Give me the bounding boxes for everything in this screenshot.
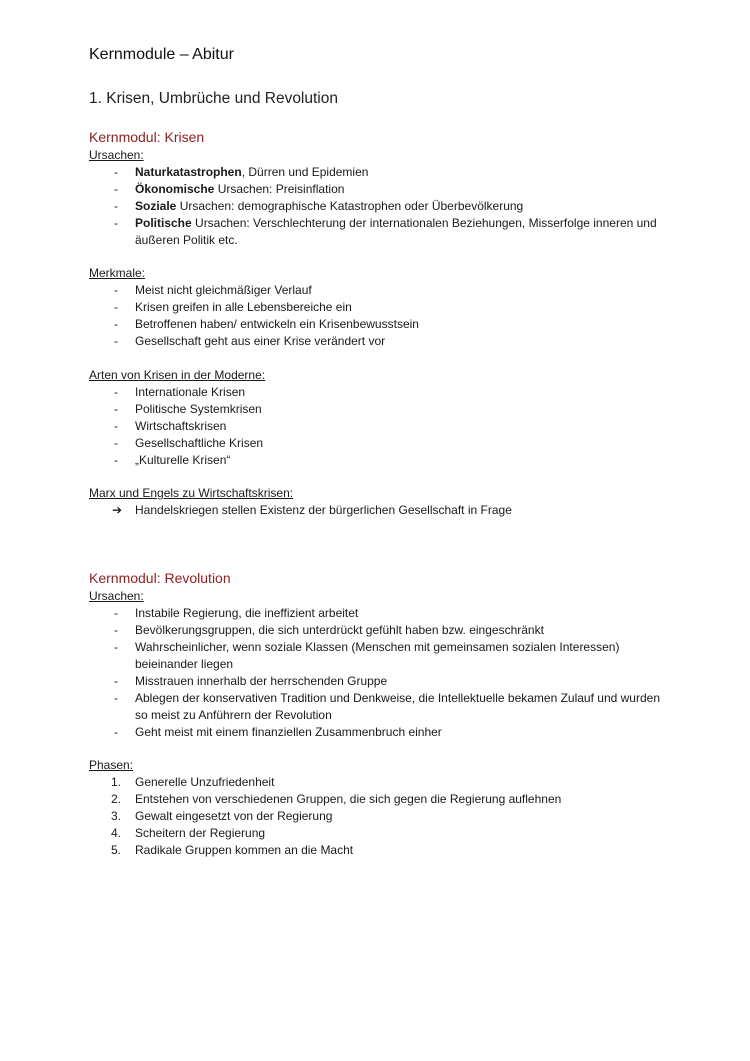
module-heading-krisen: Kernmodul: Krisen bbox=[89, 129, 205, 145]
list-item: - Gesellschaft geht aus einer Krise verändert vor bbox=[114, 334, 386, 348]
dash-bullet: - bbox=[114, 436, 118, 450]
dash-bullet: - bbox=[114, 165, 118, 179]
list-item: - Naturkatastrophen, Dürren und Epidemien bbox=[114, 165, 369, 179]
dash-bullet: - bbox=[114, 606, 118, 620]
document-title: Kernmodule – Abitur bbox=[89, 46, 234, 63]
dash-bullet: - bbox=[114, 623, 118, 637]
dash-bullet: - bbox=[114, 283, 118, 297]
list-item: - Bevölkerungsgruppen, die sich unterdrückt gefühlt haben bzw. eingeschränkt bbox=[114, 623, 544, 637]
list-item: - Krisen greifen in alle Lebensbereiche ein bbox=[114, 300, 352, 314]
dash-bullet: - bbox=[114, 182, 118, 196]
list-item: 2. Entstehen von verschiedenen Gruppen, die sich gegen die Regierung auflehnen bbox=[111, 792, 562, 806]
krisen-ursachen-list bbox=[89, 164, 669, 249]
list-item: - „Kulturelle Krisen“ bbox=[114, 453, 231, 467]
list-item: 5. Radikale Gruppen kommen an die Macht bbox=[111, 843, 354, 857]
dash-bullet: - bbox=[114, 300, 118, 314]
dash-bullet: - bbox=[114, 317, 118, 331]
list-item: - Soziale Ursachen: demographische Katastrophen oder Überbevölkerung bbox=[114, 199, 524, 213]
krisen-merkmale-list bbox=[89, 282, 669, 350]
subheading-arten: Arten von Krisen in der Moderne: bbox=[89, 368, 266, 382]
module-heading-revolution: Kernmodul: Revolution bbox=[89, 570, 231, 586]
subheading-revolution-ursachen: Ursachen: bbox=[89, 589, 144, 603]
list-item: - Ablegen der konservativen Tradition und Denkweise, die Intellektuelle bekamen Zulauf und wurden so meist zu Anführern der Revolution bbox=[114, 691, 660, 722]
list-item: - Betroffenen haben/ entwickeln ein Krisenbewusstsein bbox=[114, 317, 419, 331]
list-item: - Internationale Krisen bbox=[114, 385, 246, 399]
list-item: - Wirtschaftskrisen bbox=[114, 419, 227, 433]
subheading-marx-engels: Marx und Engels zu Wirtschaftskrisen: bbox=[89, 486, 294, 500]
krisen-arten-list bbox=[89, 384, 669, 469]
subheading-krisen-ursachen: Ursachen: bbox=[89, 148, 144, 162]
list-item: 3. Gewalt eingesetzt von der Regierung bbox=[111, 809, 333, 823]
dash-bullet: - bbox=[114, 453, 118, 467]
arrow-right-icon: ➔ bbox=[112, 503, 123, 517]
subheading-merkmale: Merkmale: bbox=[89, 266, 146, 280]
dash-bullet: - bbox=[114, 199, 118, 213]
list-item: - Wahrscheinlicher, wenn soziale Klassen (Menschen mit gemeinsamen sozialen Interessen) beieinander liegen bbox=[114, 640, 620, 671]
dash-bullet: - bbox=[114, 725, 118, 739]
revolution-ursachen-list bbox=[89, 605, 669, 741]
dash-bullet: - bbox=[114, 385, 118, 399]
list-item: - Instabile Regierung, die ineffizient arbeitet bbox=[114, 606, 359, 620]
list-item: - Gesellschaftliche Krisen bbox=[114, 436, 264, 450]
dash-bullet: - bbox=[114, 402, 118, 416]
list-item: 1. Generelle Unzufriedenheit bbox=[111, 775, 275, 789]
subheading-phasen: Phasen: bbox=[89, 758, 134, 772]
dash-bullet: - bbox=[114, 419, 118, 433]
dash-bullet: - bbox=[114, 216, 118, 230]
dash-bullet: - bbox=[114, 691, 118, 705]
chapter-heading: 1. Krisen, Umbrüche und Revolution bbox=[89, 90, 338, 107]
list-item: 4. Scheitern der Regierung bbox=[111, 826, 266, 840]
dash-bullet: - bbox=[114, 334, 118, 348]
dash-bullet: - bbox=[114, 640, 118, 654]
list-item: - Politische Systemkrisen bbox=[114, 402, 262, 416]
dash-bullet: - bbox=[114, 674, 118, 688]
document-page: Kernmodule – Abitur 1. Krisen, Umbrüche und Revolution Kernmodul: Krisen Ursachen: - Naturkatastrophen, Dürren und Epidemien - Ökonomische Ursachen: Preisinflation - Soziale Ursachen: demographische Katastrophen oder Überbevölkerung - Politische Ursachen: Verschlechterung der internationalen Beziehungen, Misserfolge inneren und äußeren Politik etc. Merkmale: - Meist nicht gleichmäßiger Verlauf - Krisen greifen in alle Lebensbereiche ein - Betroffenen haben/ entwickeln ein Krisenbewusstsein - Gesellschaft geht aus einer Krise verändert vor Arten von Krisen in der Moderne: - Internationale Krisen - Politische Systemkrisen - Wirtschaftskrisen - Gesellschaftliche Krisen - „Kulturelle Krisen“ Marx und Engels zu Wirtschaftskrisen: ➔ Handelskriegen stellen Existenz der bürgerlichen Gesellschaft in Frage Kernmodul: Revolution Ursachen: - Instabile Regierung, die ineffizient arbeitet - Bevölkerungsgruppen, die sich unterdrückt gefühlt haben bzw. eingeschränkt - Wahrscheinlicher, wenn soziale Klassen (Menschen mit gemeinsamen sozialen Interessen) beieinander liegen - Misstrauen innerhalb der herrschenden Gruppe - Ablegen der konservativen Tradition und Denkweise, die Intellektuelle bekamen Zulauf und wurden so meist zu Anführern der Revolution - Geht meist mit einem finanziellen Zusammenbruch einher Phasen: 1. Generelle Unzufriedenheit 2. Entstehen von verschiedenen Gruppen, die sich gegen die Regierung auflehnen 3. Gewalt eingesetzt von der Regierung 4. Scheitern der Regierung 5. Radikale Gruppen kommen an die Macht bbox=[0, 0, 750, 1061]
list-item: - Misstrauen innerhalb der herrschenden Gruppe bbox=[114, 674, 388, 688]
list-item: - Politische Ursachen: Verschlechterung der internationalen Beziehungen, Misserfolge inneren und äußeren Politik etc. bbox=[114, 216, 657, 247]
list-item: - Geht meist mit einem finanziellen Zusammenbruch einher bbox=[114, 725, 442, 739]
list-item: - Ökonomische Ursachen: Preisinflation bbox=[114, 182, 345, 196]
list-item: - Meist nicht gleichmäßiger Verlauf bbox=[114, 283, 312, 297]
revolution-phasen-list bbox=[89, 774, 669, 859]
